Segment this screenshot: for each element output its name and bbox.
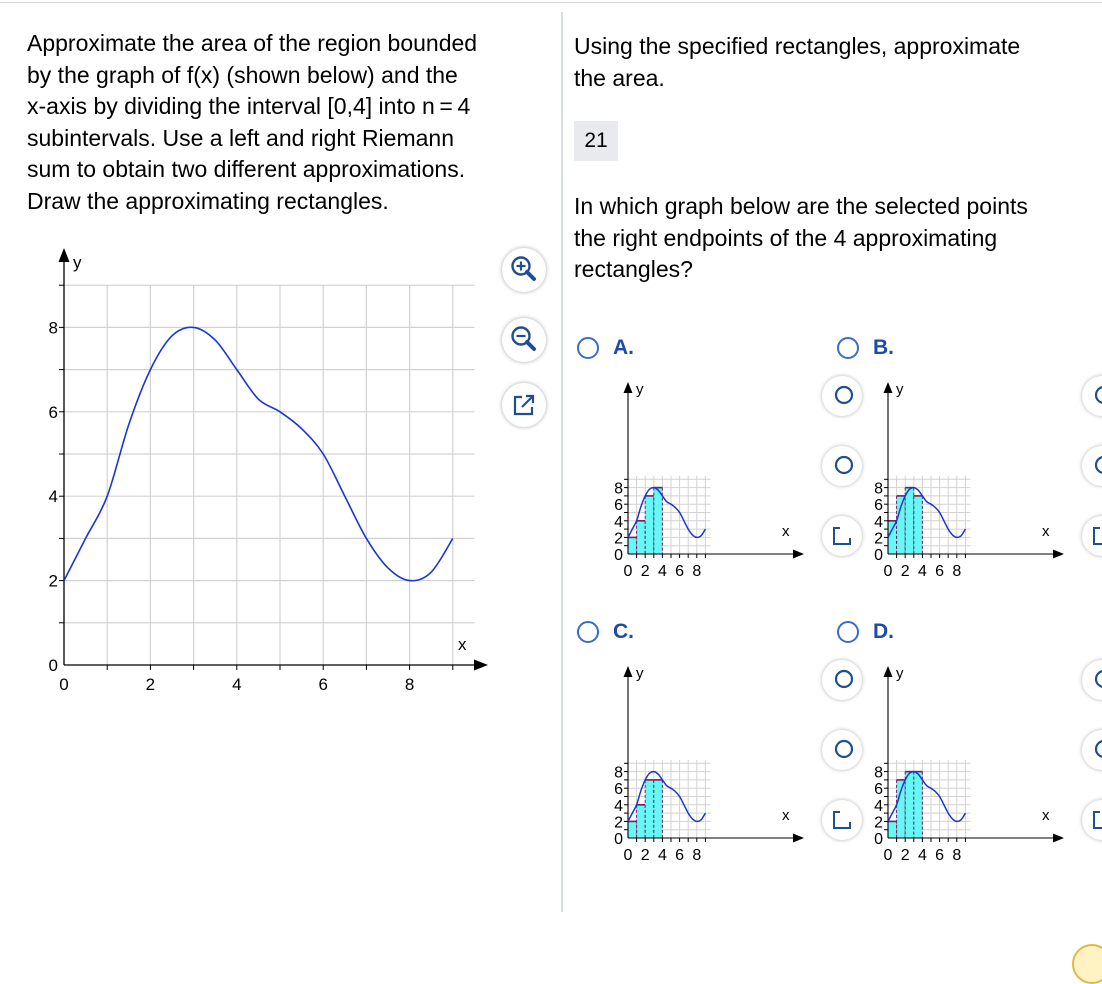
- option-d-zoom-out-button[interactable]: [1082, 730, 1102, 770]
- zoom-out-icon: [502, 318, 546, 362]
- x-tick-label: 6: [675, 847, 685, 864]
- y-tick-label: 2: [48, 571, 58, 591]
- x-axis-arrow: [474, 660, 488, 671]
- x-axis-label: x: [782, 807, 790, 824]
- option-a-expand-button[interactable]: [822, 516, 862, 556]
- y-tick-label: 8: [874, 764, 883, 782]
- option-b-label[interactable]: B.: [873, 336, 894, 359]
- x-tick-label: 8: [692, 563, 702, 580]
- y-tick-label: 2: [614, 814, 623, 832]
- option-c-graph: [596, 660, 816, 880]
- question-line: by the graph of f(x) (shown below) and the: [27, 61, 458, 88]
- x-tick-label: 2: [900, 847, 910, 864]
- zoom-in-icon: [1082, 660, 1102, 700]
- question-line: Draw the approximating rectangles.: [27, 187, 389, 214]
- x-tick-label: 4: [657, 847, 667, 864]
- x-axis-label: x: [1042, 523, 1050, 540]
- y-tick-label: 4: [48, 487, 58, 507]
- y-axis-arrow: [59, 248, 70, 262]
- zoom-out-button[interactable]: [502, 318, 546, 362]
- x-tick-label: 2: [900, 563, 910, 580]
- x-axis-arrow: [1053, 550, 1064, 559]
- y-tick-label: 2: [614, 530, 623, 548]
- zoom-out-icon: [822, 446, 862, 486]
- option-a-radio[interactable]: [577, 337, 599, 359]
- x-axis-arrow: [1053, 834, 1064, 843]
- option-a-zoom-out-button[interactable]: [822, 446, 862, 486]
- question-line: subintervals. Use a left and right Riemann: [27, 124, 454, 151]
- option-d-radio[interactable]: [837, 621, 859, 643]
- x-tick-label: 2: [640, 563, 650, 580]
- zoom-in-icon: [822, 376, 862, 416]
- prompt-line: rectangles?: [574, 256, 693, 282]
- x-tick-label: 4: [232, 675, 242, 694]
- prompt-line: In which graph below are the selected points: [574, 193, 1028, 219]
- option-d-graph: [856, 660, 1076, 880]
- option-b-zoom-in-button[interactable]: [1082, 376, 1102, 416]
- option-d-label[interactable]: D.: [873, 620, 894, 643]
- y-axis-arrow: [624, 666, 633, 677]
- zoom-out-icon: [1082, 446, 1102, 486]
- y-tick-label: 0: [48, 656, 58, 675]
- y-tick-label: 8: [614, 764, 623, 782]
- option-c-expand-button[interactable]: [822, 800, 862, 840]
- option-a-zoom-in-button[interactable]: [822, 376, 862, 416]
- x-tick-label: 6: [675, 563, 685, 580]
- x-tick-label: 0: [883, 563, 893, 580]
- top-border: [0, 2, 1102, 3]
- y-axis-arrow: [884, 382, 893, 393]
- option-a-graph: [596, 376, 816, 596]
- prompt-line: Using the specified rectangles, approximate: [574, 33, 1021, 59]
- y-tick-label: 6: [48, 402, 58, 422]
- y-tick-label: 2: [874, 814, 883, 832]
- option-c-radio[interactable]: [577, 621, 599, 643]
- x-tick-label: 6: [935, 847, 945, 864]
- question-line: sum to obtain two different approximations.: [27, 156, 466, 182]
- help-badge[interactable]: [1072, 944, 1102, 984]
- expand-icon: [822, 800, 862, 840]
- x-tick-label: 8: [952, 847, 962, 864]
- approx-rectangle: [914, 496, 923, 554]
- x-axis-label: x: [1042, 807, 1050, 824]
- x-axis-label: x: [782, 523, 790, 540]
- option-c-zoom-out-button[interactable]: [822, 730, 862, 770]
- y-tick-label: 0: [614, 831, 623, 848]
- x-tick-label: 4: [917, 563, 927, 580]
- graph-grid: [64, 285, 474, 665]
- prompt-line: the area.: [574, 64, 665, 91]
- x-tick-label: 0: [883, 847, 893, 864]
- x-tick-label: 8: [692, 847, 702, 864]
- y-axis-label: y: [636, 665, 644, 682]
- x-tick-label: 4: [657, 563, 667, 580]
- approx-rectangle: [628, 537, 637, 554]
- y-axis-label: y: [896, 665, 904, 682]
- approx-rectangle: [905, 488, 914, 554]
- y-tick-label: 8: [874, 480, 883, 498]
- y-tick-label: 8: [48, 318, 58, 338]
- y-axis-arrow: [884, 666, 893, 677]
- x-tick-label: 8: [404, 675, 415, 694]
- zoom-in-button[interactable]: [502, 248, 546, 292]
- x-tick-label: 0: [59, 675, 69, 694]
- option-c-label[interactable]: C.: [613, 620, 634, 643]
- x-axis-arrow: [793, 550, 804, 559]
- endpoint-question: [574, 191, 1099, 286]
- y-tick-label: 6: [614, 781, 623, 799]
- option-b-zoom-out-button[interactable]: [1082, 446, 1102, 486]
- y-tick-label: 0: [614, 547, 623, 564]
- option-d-zoom-in-button[interactable]: [1082, 660, 1102, 700]
- x-tick-label: 2: [145, 675, 156, 694]
- expand-icon: [1082, 516, 1102, 556]
- approx-rectangle: [637, 805, 646, 838]
- zoom-in-icon: [1082, 376, 1102, 416]
- option-b-radio[interactable]: [837, 337, 859, 359]
- y-tick-label: 4: [614, 513, 623, 531]
- approx-rectangle: [888, 821, 897, 838]
- y-tick-label: 6: [614, 497, 623, 515]
- expand-icon: [822, 516, 862, 556]
- x-tick-label: 4: [917, 847, 927, 864]
- x-tick-label: 6: [935, 563, 945, 580]
- y-axis-label: y: [73, 253, 82, 272]
- approx-rectangle: [654, 780, 663, 838]
- option-d-expand-button[interactable]: [1082, 800, 1102, 840]
- y-tick-labels: [49, 285, 64, 675]
- y-tick-label: 6: [874, 781, 883, 799]
- option-b-graph: [856, 376, 1076, 596]
- zoom-in-icon: [822, 660, 862, 700]
- expand-button[interactable]: [502, 383, 546, 427]
- function-graph: [0, 240, 500, 710]
- option-b-expand-button[interactable]: [1082, 516, 1102, 556]
- zoom-out-icon: [1082, 730, 1102, 770]
- y-tick-label: 4: [874, 797, 883, 815]
- y-tick-label: 2: [874, 530, 883, 548]
- question-line: Approximate the area of the region bounded: [27, 30, 478, 56]
- x-tick-label: 0: [623, 563, 633, 580]
- x-tick-label: 0: [623, 847, 633, 864]
- expand-icon: [502, 383, 546, 427]
- prompt-line: the right endpoints of the 4 approximating: [574, 224, 998, 251]
- approx-rectangle: [637, 521, 646, 554]
- zoom-in-icon: [502, 248, 546, 292]
- option-c-zoom-in-button[interactable]: [822, 660, 862, 700]
- question-line: x-axis by dividing the interval [0,4] into n = 4: [27, 93, 471, 119]
- x-tick-label: 2: [640, 847, 650, 864]
- y-tick-label: 4: [614, 797, 623, 815]
- approx-rectangle: [654, 488, 663, 554]
- column-divider: [561, 12, 563, 912]
- x-tick-label: 8: [952, 563, 962, 580]
- x-axis-arrow: [793, 834, 804, 843]
- approx-rectangle: [888, 521, 897, 554]
- option-a-label[interactable]: A.: [613, 336, 634, 359]
- answer-box: 21: [574, 121, 618, 161]
- x-axis-label: x: [458, 635, 467, 654]
- y-tick-label: 0: [874, 831, 883, 848]
- approx-rectangle: [628, 821, 637, 838]
- y-tick-label: 8: [614, 480, 623, 498]
- area-prompt: [574, 31, 1094, 94]
- approx-rectangle: [645, 496, 654, 554]
- zoom-out-icon: [822, 730, 862, 770]
- approx-rectangle: [905, 772, 914, 838]
- y-tick-label: 6: [874, 497, 883, 515]
- question-text: [27, 28, 547, 217]
- approx-rectangle: [645, 780, 654, 838]
- x-tick-labels: [59, 665, 453, 694]
- y-axis-label: y: [896, 381, 904, 398]
- y-tick-label: 0: [874, 547, 883, 564]
- approx-rectangle: [914, 772, 923, 838]
- y-axis-label: y: [636, 381, 644, 398]
- x-tick-label: 6: [318, 675, 328, 694]
- y-axis-arrow: [624, 382, 633, 393]
- expand-icon: [1082, 800, 1102, 840]
- y-tick-label: 4: [874, 513, 883, 531]
